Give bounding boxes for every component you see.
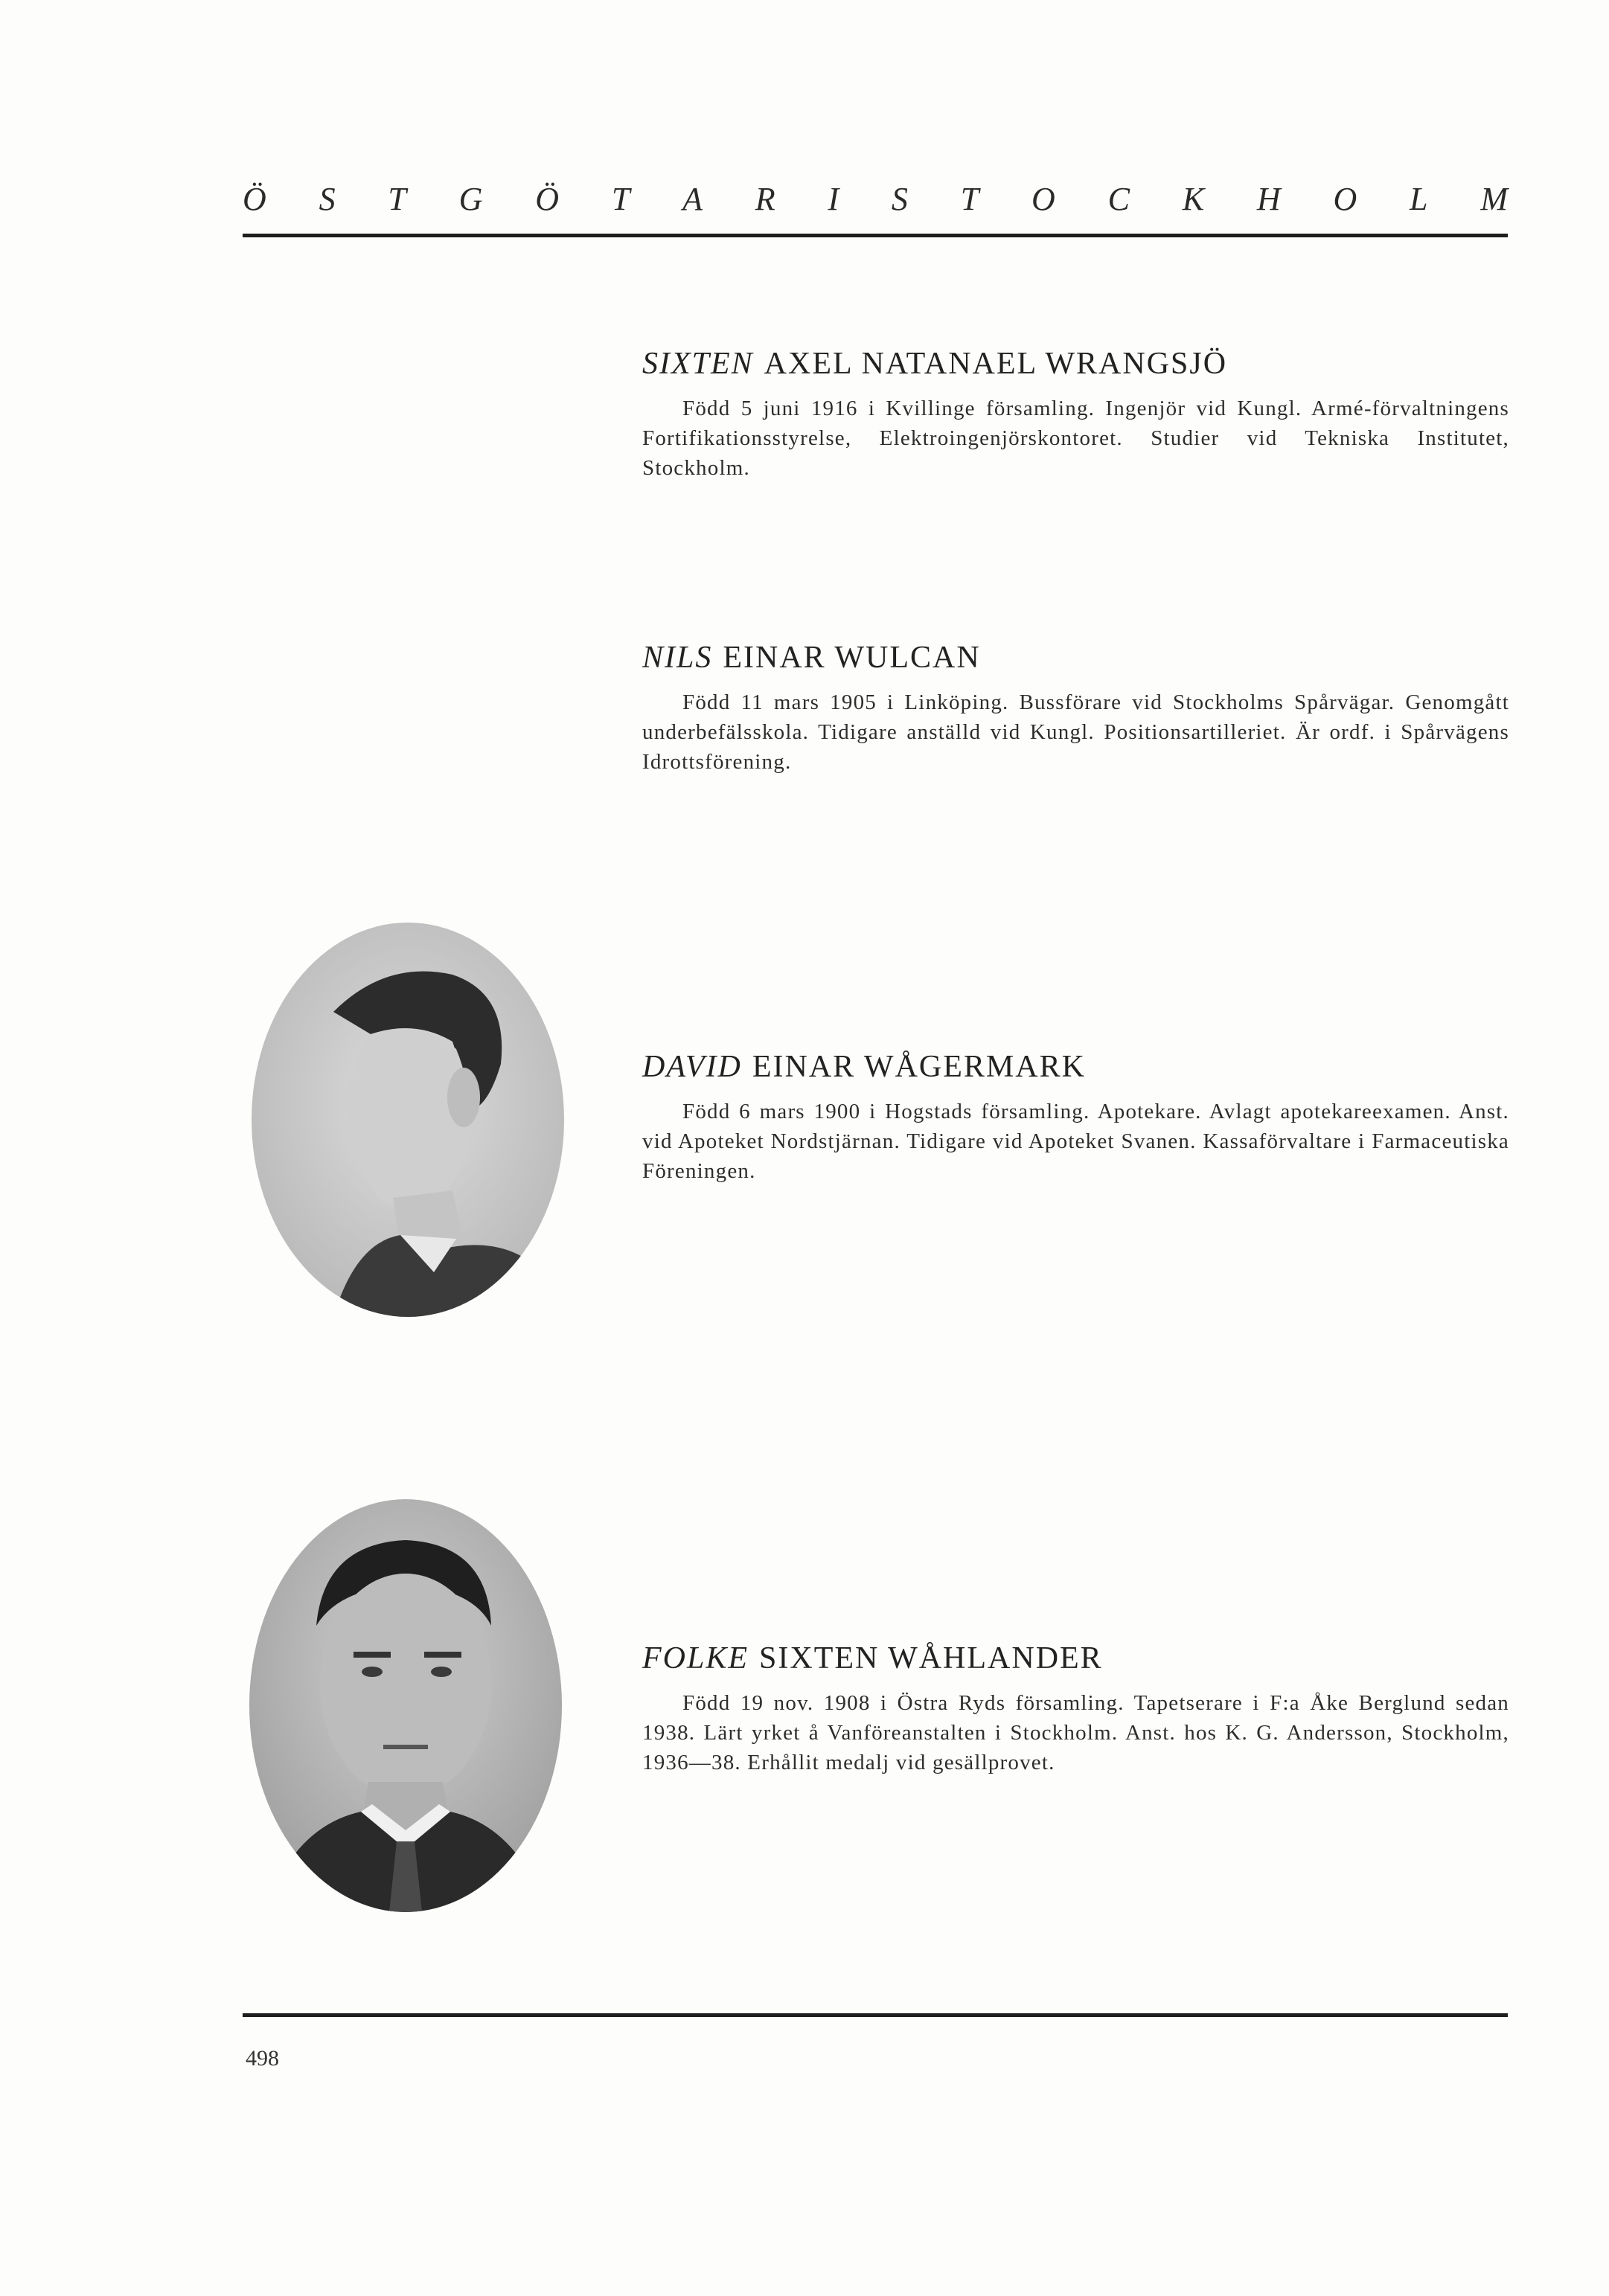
running-head-letter: S <box>319 180 336 217</box>
biography-entry <box>642 1641 1509 1777</box>
running-head-letter: A <box>682 180 703 217</box>
biography-entry <box>642 346 1509 483</box>
entry-surname: AXEL NATANAEL WRANGSJÖ <box>764 347 1228 381</box>
running-head-letter: C <box>1107 180 1130 217</box>
running-head-letter: Ö <box>535 180 560 217</box>
running-head <box>243 173 1508 225</box>
footer-rule <box>243 2013 1508 2017</box>
running-head-letter: T <box>611 180 630 217</box>
entry-name <box>642 346 1509 382</box>
running-head-letter: S <box>891 180 908 217</box>
running-head-letter: Ö <box>243 180 266 217</box>
entry-given-name: DAVID <box>642 1050 742 1084</box>
entry-name <box>642 1641 1509 1676</box>
entry-surname: SIXTEN WÅHLANDER <box>759 1641 1103 1675</box>
entry-surname: EINAR WÅGERMARK <box>752 1050 1086 1084</box>
running-head-letter: G <box>458 180 483 217</box>
biography-entry <box>642 1049 1509 1186</box>
entry-given-name: SIXTEN <box>642 347 754 381</box>
portrait-frontal-image <box>249 1499 562 1912</box>
entry-bio: Född 6 mars 1900 i Hogstads församling. Apotekare. Avlagt apotekareexamen. Anst. vid Apoteket Nordstjärnan. Tidigare vid Apoteket Svanen. Kassaförvaltare i Farmaceutiska Föreningen. <box>642 1100 1509 1183</box>
running-head-letter: K <box>1182 180 1205 217</box>
running-head-letter: R <box>755 180 775 217</box>
entry-name <box>642 640 1509 676</box>
biography-entry <box>642 640 1509 777</box>
running-head-letter: T <box>388 180 406 217</box>
running-head-letter: O <box>1031 180 1055 217</box>
entry-surname: EINAR WULCAN <box>723 641 981 675</box>
running-head-letter: M <box>1480 180 1508 217</box>
entry-bio: Född 19 nov. 1908 i Östra Ryds församling. Tapetserare i F:a Åke Berglund sedan 1938. Lärt yrket å Vanföreanstalten i Stockholm. Anst. hos K. G. Andersson, Stockholm, 1936—38. Erhållit medalj vid gesällprovet. <box>642 1691 1509 1774</box>
portrait-photo <box>249 1499 562 1912</box>
page-number: 498 <box>246 2046 279 2071</box>
portrait-profile-image <box>252 923 564 1317</box>
running-head-letter: O <box>1333 180 1357 217</box>
entry-name <box>642 1049 1509 1085</box>
entry-bio: Född 11 mars 1905 i Linköping. Bussförare vid Stockholms Spårvägar. Genomgått underbefälsskola. Tidigare anställd vid Kungl. Positionsartilleriet. Är ordf. i Spårvägens Idrottsförening. <box>642 690 1509 774</box>
running-head-letter: I <box>828 180 839 217</box>
entry-given-name: NILS <box>642 641 713 675</box>
running-head-letter: L <box>1410 180 1428 217</box>
portrait-photo <box>252 923 564 1317</box>
entry-bio: Född 5 juni 1916 i Kvillinge församling. Ingenjör vid Kungl. Armé-förvaltningens Fortifikationsstyrelse, Elektroingenjörskontoret. Studier vid Tekniska Institutet, Stockholm. <box>642 397 1509 480</box>
running-head-letter: H <box>1256 180 1281 217</box>
running-head-letter: T <box>960 180 979 217</box>
entry-given-name: FOLKE <box>642 1641 749 1675</box>
header-rule <box>243 234 1508 237</box>
